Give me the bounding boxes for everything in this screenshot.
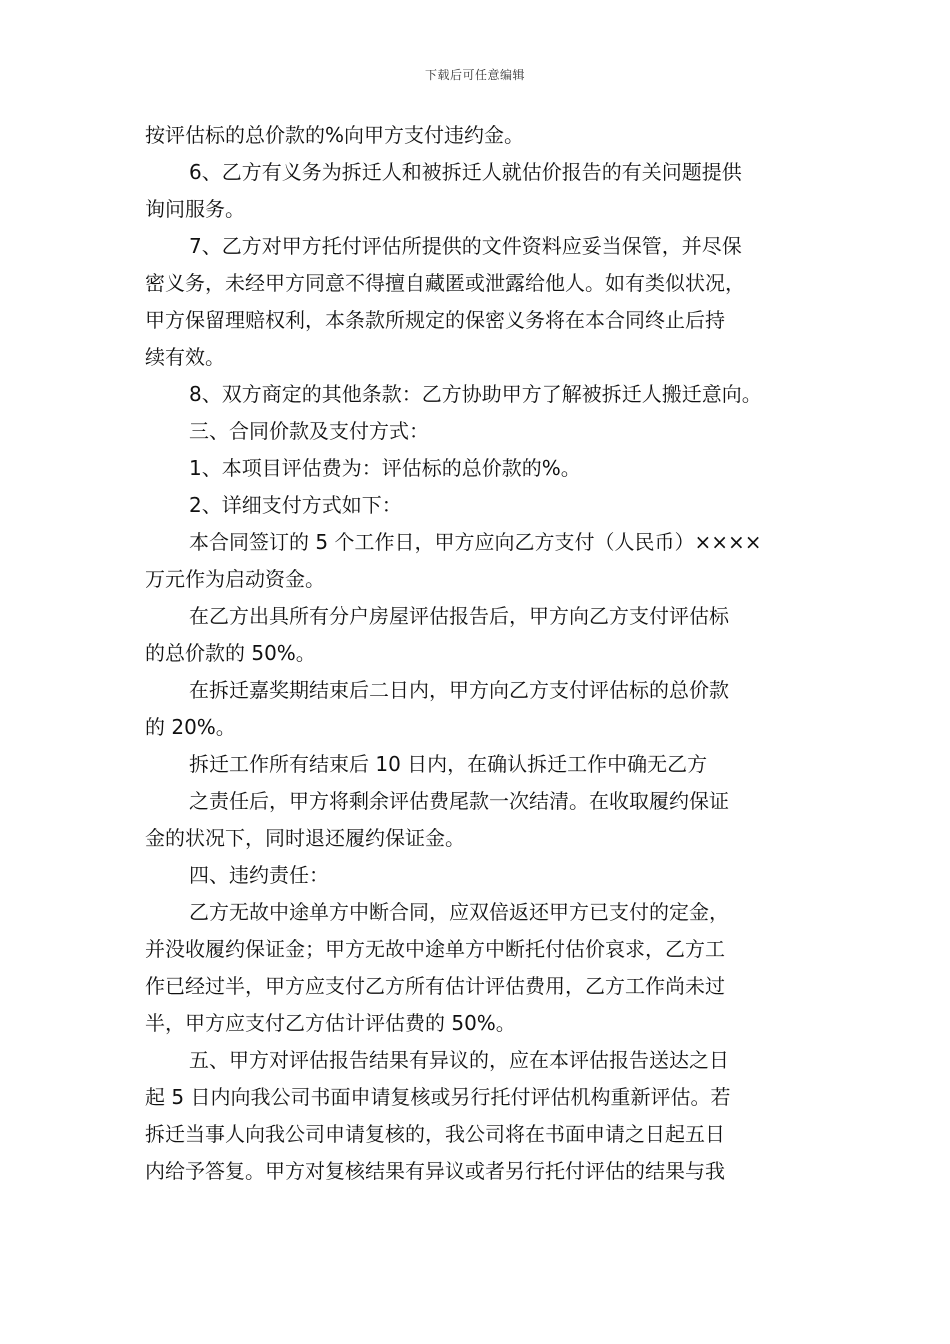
text-line: 拆迁工作所有结束后 10 日内，在确认拆迁工作中确无乙方 [189,752,708,776]
text-line: 半，甲方应支付乙方估计评估费的 50%。 [145,1011,516,1035]
section-heading: 三、合同价款及支付方式： [189,419,429,443]
text-line: 内给予答复。甲方对复核结果有异议或者另行托付评估的结果与我 [145,1159,725,1183]
text-line: 万元作为启动资金。 [145,567,325,591]
page-header: 下载后可任意编辑 [424,68,525,82]
text-line: 金的状况下，同时退还履约保证金。 [145,826,465,850]
text-line: 起 5 日内向我公司书面申请复核或另行托付评估机构重新评估。若 [145,1085,731,1109]
text-line: 甲方保留理赔权利，本条款所规定的保密义务将在本合同终止后持 [145,308,725,332]
text-line: 的总价款的 50%。 [145,641,316,665]
text-line: 询问服务。 [145,197,245,221]
text-line: 在拆迁嘉奖期结束后二日内，甲方向乙方支付评估标的总价款 [189,678,729,702]
text-line: 之责任后，甲方将剩余评估费尾款一次结清。在收取履约保证 [189,789,729,813]
text-line: 按评估标的总价款的%向甲方支付违约金。 [145,123,525,147]
section-heading: 四、违约责任： [189,863,329,887]
text-line: 并没收履约保证金；甲方无故中途单方中断托付估价哀求，乙方工 [145,937,725,961]
text-line: 6、乙方有义务为拆迁人和被拆迁人就估价报告的有关问题提供 [189,160,742,184]
text-line: 的 20%。 [145,715,236,739]
text-line: 在乙方出具所有分户房屋评估报告后，甲方向乙方支付评估标 [189,604,729,628]
section-heading: 五、甲方对评估报告结果有异议的，应在本评估报告送达之日 [189,1048,729,1072]
document-body [145,117,825,1190]
text-line: 密义务，未经甲方同意不得擅自藏匿或泄露给他人。如有类似状况， [145,271,745,295]
text-line: 乙方无故中途单方中断合同，应双倍返还甲方已支付的定金， [189,900,729,924]
text-line: 7、乙方对甲方托付评估所提供的文件资料应妥当保管，并尽保 [189,234,742,258]
text-line: 8、双方商定的其他条款：乙方协助甲方了解被拆迁人搬迁意向。 [189,382,762,406]
text-line: 2、详细支付方式如下： [189,493,402,517]
text-line: 续有效。 [145,345,225,369]
text-line: 作已经过半，甲方应支付乙方所有估计评估费用，乙方工作尚未过 [145,974,725,998]
text-line: 本合同签订的 5 个工作日，甲方应向乙方支付（人民币）×××× [189,530,762,554]
text-line: 1、本项目评估费为：评估标的总价款的%。 [189,456,581,480]
text-line: 拆迁当事人向我公司申请复核的，我公司将在书面申请之日起五日 [145,1122,725,1146]
